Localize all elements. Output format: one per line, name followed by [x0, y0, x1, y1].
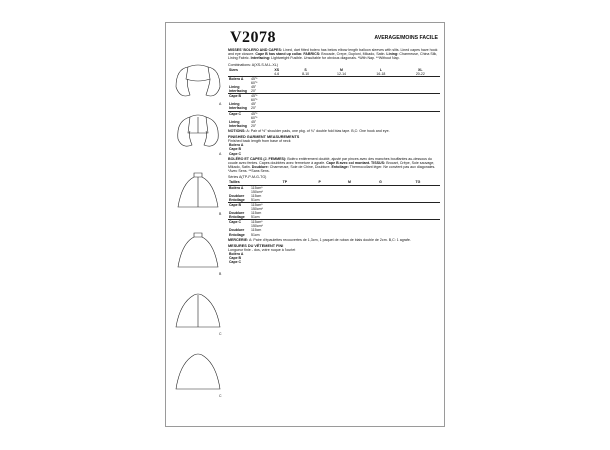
- yardage-table-english: [228, 68, 440, 128]
- fabric-width: 150cm*: [251, 189, 263, 194]
- fabric-width: 115cm: [251, 193, 262, 198]
- fabric-width: 20": [251, 89, 257, 94]
- table-row: [228, 152, 440, 156]
- doublure-label: Doublure:: [251, 165, 269, 170]
- row-label: Interfacing: [229, 123, 247, 128]
- difficulty-level: AVERAGE/MOINS FACILE: [374, 35, 438, 41]
- cell-value: [250, 152, 288, 156]
- row-label: Doublure: [229, 211, 245, 216]
- notions-text: A: Pair of ½" shoulder pads, one pkg. of ¾" double fold bias tape. B,C: One hook and eye.: [246, 128, 390, 133]
- cell-value: [334, 233, 366, 237]
- french-body: Boléro entièrement doublé, ajusté par pinces avec des manches bouffantes au-dessous du coude avec fentes. Capes doublées avec fermeture à agrafe.: [228, 156, 432, 165]
- fabric-width: 60"*: [251, 115, 258, 120]
- series-line: Séries A(TP-P-M-G-TG): [228, 175, 267, 180]
- yardage-table-french: [228, 180, 440, 236]
- row-label: Lining: [229, 84, 240, 89]
- table-row: [228, 233, 440, 237]
- sizes-header: Sizes: [229, 67, 238, 72]
- cell-value: [289, 124, 321, 128]
- doublure-text: Charmeuse, Soie de Chine, Doublure.: [269, 165, 331, 170]
- yardage-rows-english: [228, 76, 440, 128]
- cell-value: [396, 233, 440, 237]
- size-col-xl: XL: [418, 67, 423, 72]
- garment-sketches: [170, 59, 226, 419]
- entoilage-text: Thermocollant léger. Ne convient pas aux diagonales. *Avec Sens. **Sans Sens.: [228, 165, 436, 174]
- fabric-width: 60"*: [251, 98, 258, 103]
- row-label: Entoilage: [229, 197, 245, 202]
- row-label: Cape B: [228, 94, 250, 99]
- finished-measurements-subtitle: Finished back length from base of neck: [228, 139, 291, 144]
- size-num-xl: 20-22: [415, 71, 425, 76]
- row-label: Interfacing: [229, 89, 247, 94]
- sketch-label-b2: B: [219, 272, 222, 276]
- fabric-width: 115cm*: [251, 185, 263, 190]
- row-label: Boléro A: [228, 185, 250, 190]
- fabric-width: 45"*: [250, 94, 264, 99]
- row-label: Cape C: [229, 260, 242, 265]
- french-title: BOLÉRO ET CAPES (J. FEMMES):: [228, 156, 287, 161]
- cell-value: [288, 260, 326, 264]
- size-col-m: M: [340, 67, 343, 72]
- sketch-label-a2: A: [219, 152, 222, 156]
- mercerie-label: MERCERIE:: [228, 237, 249, 242]
- fabric-width: 20": [251, 123, 257, 128]
- tissus-text: Brocart, Crêpe, Soie sauvage, Mikado, Satin.: [228, 160, 435, 170]
- fabric-width: 150cm*: [251, 224, 263, 229]
- interfacing-text: Lightweight Fusible. Unsuitable for obvious diagonals. *With Nap. **Without Nap.: [271, 56, 400, 61]
- row-label: Cape B: [228, 202, 250, 207]
- sketch-label-c2: C: [219, 394, 222, 398]
- tailles-header: Tailles: [229, 180, 240, 185]
- fabric-width: 115cm*: [251, 220, 263, 225]
- size-col-s: S: [304, 67, 307, 72]
- size-col-xs: XS: [274, 67, 280, 72]
- row-label: Cape B: [229, 147, 242, 152]
- lining-label: Lining:: [386, 52, 399, 57]
- taille-col-g: G: [379, 180, 382, 185]
- pattern-number: V2078: [230, 29, 277, 46]
- cell-value: [402, 152, 440, 156]
- yardage-rows-french: [228, 185, 440, 237]
- cell-value: [364, 260, 402, 264]
- cell-value: [402, 260, 440, 264]
- mesures-table: [228, 252, 440, 264]
- row-label: Cape C: [228, 111, 250, 116]
- row-label: Lining: [229, 119, 240, 124]
- cell-value: [326, 152, 364, 156]
- mesures-title: MESURES DU VÊTEMENT FINI: [228, 243, 284, 248]
- fabrics-text: Brocade, Crepe, Dupioni, Mikado, Satin.: [321, 52, 386, 57]
- fabric-width: 45"*: [250, 76, 264, 81]
- fabric-width: 150cm*: [251, 206, 263, 211]
- size-num-l: 16-18: [376, 71, 386, 76]
- row-label: Cape B: [229, 256, 242, 261]
- mesures-subtitle: Longueur finie - dos, votre nuque à l'ourlet: [228, 247, 296, 252]
- taille-col-tp: TP: [282, 180, 288, 185]
- fabric-width: 45": [251, 84, 257, 89]
- fabric-width: 115cm*: [251, 202, 263, 207]
- fabric-width: 45"*: [250, 111, 264, 116]
- tissus-label: TISSUS:: [371, 160, 386, 165]
- fabrics-label: FABRICS:: [303, 52, 321, 57]
- cell-value: [306, 233, 334, 237]
- mercerie-text: A: Paire d'épaulettes recouvertes de 1,3cm, 1 paquet de ruban de biais double de 2cm. B,C: 1 agrafe.: [248, 237, 411, 242]
- row-label: Cape C: [229, 151, 242, 156]
- french-description: [228, 157, 440, 174]
- interfacing-label: Interfacing:: [250, 56, 271, 61]
- cell-value: [364, 152, 402, 156]
- french-capeb-note: Cape B avec col montant.: [326, 160, 371, 165]
- cell-value: [401, 124, 440, 128]
- taille-col-p: P: [318, 180, 321, 185]
- mercerie: [228, 238, 440, 242]
- pattern-envelope-back: [165, 22, 445, 427]
- table-row: [228, 260, 440, 264]
- garment-sketches-drawing: [170, 59, 226, 419]
- fabric-width: 115cm: [251, 211, 262, 216]
- sketch-label-c1: C: [219, 332, 222, 336]
- fabric-width: 60"*: [251, 80, 258, 85]
- entoilage-label: Entoilage:: [331, 165, 349, 170]
- row-label: Boléro A: [229, 252, 244, 257]
- description-body: Lined, dart fitted bolero has below elbow length balloon sleeves with slits. Lined capes have hook and eye closure.: [228, 48, 438, 57]
- mesures-rows: [228, 252, 440, 264]
- finished-measurements-title: FINISHED GARMENT MEASUREMENTS: [228, 135, 300, 140]
- envelope-content: [228, 27, 440, 264]
- row-label: Bolero A: [229, 143, 244, 148]
- row-label: Doublure: [229, 228, 245, 233]
- notions-label: NOTIONS:: [228, 128, 246, 133]
- size-col-l: L: [379, 67, 382, 72]
- row-label: Cape C: [228, 220, 250, 225]
- table-row: [228, 124, 440, 128]
- fabric-width: 45": [251, 102, 257, 107]
- description-title: MISSES' BOLERO AND CAPES:: [228, 48, 283, 52]
- row-label: Entoilage: [229, 232, 245, 237]
- size-num-s: 8-10: [302, 71, 310, 76]
- fabric-width: 20": [251, 106, 257, 111]
- fabric-width: 115cm: [251, 228, 262, 233]
- cell-value: [250, 260, 288, 264]
- row-label: Entoilage: [229, 215, 245, 220]
- sketch-label-a1: A: [219, 102, 222, 106]
- row-label: Interfacing: [229, 106, 247, 111]
- fabric-width: 51cm: [251, 215, 260, 220]
- combinations-line: Combinations: A(XS-S-M-L-XL): [228, 62, 278, 67]
- capeb-note: Cape B has stand up collar.: [255, 52, 303, 57]
- cell-value: [365, 233, 395, 237]
- finished-rows: [228, 143, 440, 155]
- english-description: [228, 48, 440, 61]
- cell-value: [264, 233, 306, 237]
- sketch-label-b1: B: [219, 212, 222, 216]
- envelope-header: [228, 27, 440, 47]
- row-label: Doublure: [229, 193, 245, 198]
- taille-col-m: M: [348, 180, 351, 185]
- finished-measurements-table: [228, 143, 440, 155]
- cell-value: [264, 124, 289, 128]
- lining-text: Charmeuse, China Silk, Lining Fabric.: [228, 52, 438, 61]
- fabric-width: 51cm: [251, 197, 260, 202]
- notions: [228, 129, 440, 133]
- cell-value: [361, 124, 400, 128]
- size-num-xs: 4-6: [274, 71, 280, 76]
- row-label: Lining: [229, 102, 240, 107]
- row-label: Bolero A: [228, 76, 250, 81]
- size-num-m: 12-14: [337, 71, 346, 76]
- cell-value: [288, 152, 326, 156]
- fabric-width: 45": [251, 119, 257, 124]
- taille-col-tg: TG: [415, 180, 421, 185]
- cell-value: [326, 260, 364, 264]
- fabric-width: 51cm: [251, 232, 260, 237]
- cell-value: [322, 124, 361, 128]
